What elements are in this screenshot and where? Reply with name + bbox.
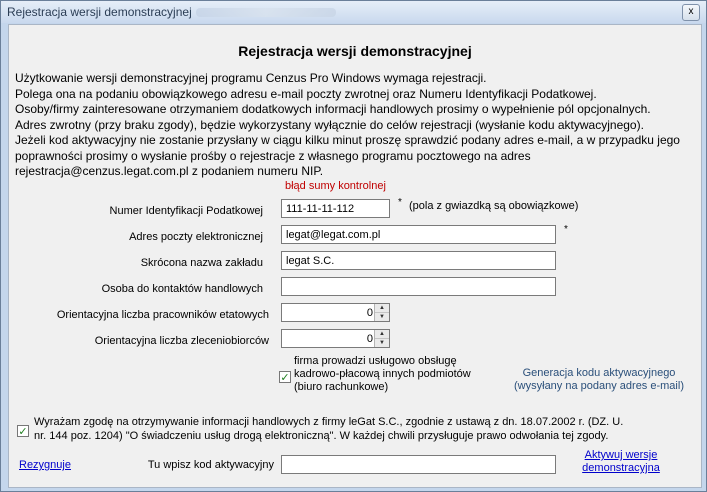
nip-error-message: błąd sumy kontrolnej (285, 180, 386, 192)
intro-line: Polega ona na podaniu obowiązkowego adresu e-mail poczty zwrotnej oraz Numeru Identyfikacji Podatkowej. (15, 86, 597, 101)
short-name-input[interactable]: legat S.C. (281, 251, 556, 270)
activation-code-input[interactable] (281, 455, 556, 474)
resign-link[interactable]: Rezygnuje (19, 459, 71, 471)
consent-text: Wyrażam zgodę na otrzymywanie informacji handlowych z firmy leGat S.C., zgodnie z ustawą z dn. 18.07.2002 r. (DZ. U. nr. 144 poz. 1204) "O świadczeniu usług drogą elektroniczną". W każdej chwili przysługuje prawo odwołania tej zgody. (34, 416, 624, 442)
registration-panel (8, 24, 702, 488)
email-required-star: * (564, 224, 568, 235)
short-name-label: Skrócona nazwa zakładu (140, 257, 263, 269)
contractors-label: Orientacyjna liczba zleceniobiorców (94, 335, 269, 347)
email-label: Adres poczty elektronicznej (129, 231, 263, 243)
contact-person-input[interactable] (281, 277, 556, 296)
contractors-stepper[interactable] (281, 329, 390, 348)
intro-line: Użytkowanie wersji demonstracyjnej programu Cenzus Pro Windows wymaga rejestracji. (15, 71, 487, 85)
spin-down-icon[interactable]: ▼ (375, 338, 389, 347)
spin-up-icon[interactable]: ▲ (375, 304, 389, 312)
generation-subcaption: (wysyłany na podany adres e-mail) (514, 380, 684, 392)
consent-checkbox[interactable]: ✓ (18, 426, 28, 438)
required-note: (pola z gwiazdką są obowiązkowe) (409, 200, 579, 212)
title-bar (1, 1, 706, 23)
window-title: Rejestracja wersji demonstracyjnej (7, 5, 192, 19)
nip-label: Numer Identyfikacji Podatkowej (109, 205, 263, 217)
activation-code-label: Tu wpisz kod aktywacyjny (147, 459, 274, 471)
email-input[interactable]: legat@legat.com.pl (281, 225, 556, 244)
nip-input[interactable]: 111-11-11-112 (281, 199, 390, 218)
payroll-service-checkbox[interactable]: ✓ (280, 372, 290, 384)
generation-caption: Generacja kodu aktywacyjnego (522, 367, 676, 379)
employees-stepper[interactable] (281, 303, 390, 322)
contact-person-label: Osoba do kontaktów handlowych (101, 283, 263, 295)
intro-line: Osoby/firmy zainteresowane otrzymaniem dodatkowych informacji handlowych prosimy o wypełnienie pól opcjonalnych. (15, 102, 651, 116)
contractors-value: 0 (366, 333, 373, 345)
title-bar-decoration (196, 8, 336, 17)
employees-stepper-buttons (374, 304, 389, 321)
page-title: Rejestracja wersji demonstracyjnej (238, 43, 472, 59)
contractors-stepper-buttons (374, 330, 389, 347)
employees-value: 0 (366, 307, 373, 319)
close-button[interactable]: x (682, 4, 700, 21)
intro-line: Jeżeli kod aktywacyjny nie zostanie przysłany w ciągu kilku minut proszę sprawdzić podany adres e-mail, a w przypadku jego poprawności prosimy o wysłanie prośby o rejestracje z własnego programu pocztowego na adres rejestracja@cenzus.legat.com.pl z podaniem numeru NIP. (15, 133, 680, 178)
employees-label: Orientacyjna liczba pracowników etatowych (56, 309, 269, 321)
intro-line: Adres zwrotny (przy braku zgody), będzie wykorzystany wyłącznie do celów rejestracji (wysłanie kodu aktywacyjnego). (15, 117, 644, 132)
activate-demo-link[interactable]: Aktywuj wersje demonstracyjna (582, 449, 660, 474)
nip-required-star: * (398, 197, 402, 208)
payroll-service-label: firma prowadzi usługowo obsługę kadrowo-płacową innych podmiotów (biuro rachunkowe) (294, 355, 471, 393)
intro-text (15, 71, 695, 180)
spin-up-icon[interactable]: ▲ (375, 330, 389, 338)
spin-down-icon[interactable]: ▼ (375, 312, 389, 321)
